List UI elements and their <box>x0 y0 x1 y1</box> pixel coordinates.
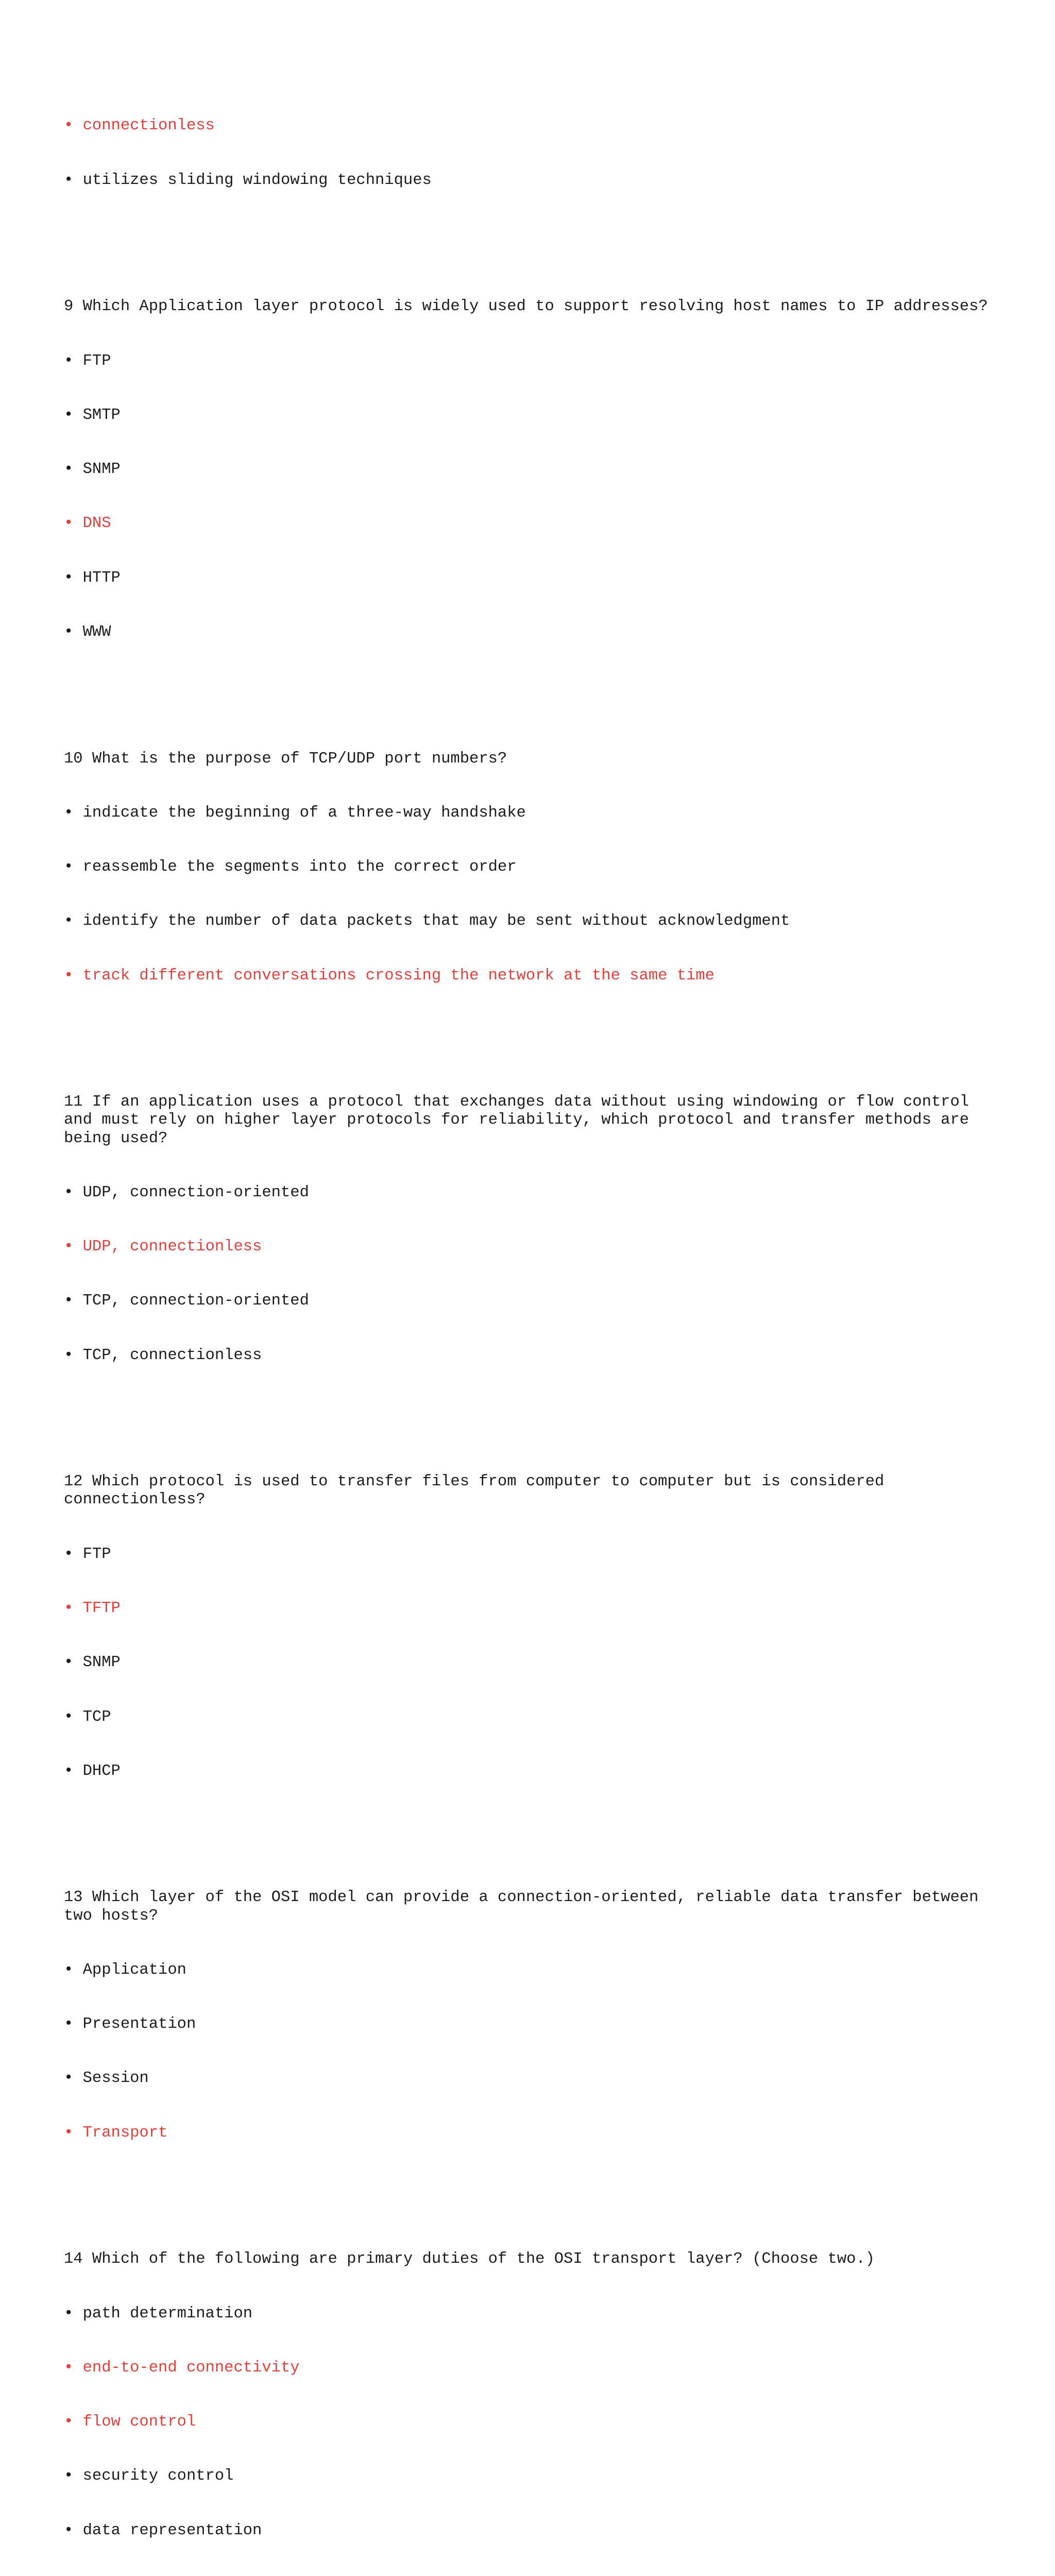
document-page <box>64 63 1007 2576</box>
option-line: • identify the number of data packets that may be sent without acknowledgment <box>64 912 790 930</box>
option-line: • connectionless <box>64 117 215 135</box>
option-line: • FTP <box>64 352 111 370</box>
option-line: • SMTP <box>64 406 121 424</box>
option-line: • HTTP <box>64 569 121 587</box>
option-line-correct: • Transport <box>64 2124 168 2142</box>
option-line-correct: • end-to-end connectivity <box>64 2359 300 2377</box>
option-line: • TCP <box>64 1708 111 1726</box>
option-line-correct: • UDP, connectionless <box>64 1238 262 1256</box>
question-14: 14 Which of the following are primary duties of the OSI transport layer? (Choose two.) <box>64 2250 875 2268</box>
option-line: • DHCP <box>64 1762 121 1780</box>
option-line: • TCP, connectionless <box>64 1346 262 1364</box>
question-10: 10 What is the purpose of TCP/UDP port numbers? <box>64 750 507 768</box>
option-line: • Session <box>64 2070 149 2088</box>
question-13: 13 Which layer of the OSI model can provide a connection-oriented, reliable data transfer between two hosts? <box>64 1889 988 1925</box>
option-line: • security control <box>64 2467 234 2485</box>
spacer <box>64 226 1007 244</box>
option-line-correct: • DNS <box>64 515 111 533</box>
option-line: • FTP <box>64 1545 111 1563</box>
option-line: • data representation <box>64 2521 262 2539</box>
option-line-correct: • TFTP <box>64 1599 121 1617</box>
option-line-correct: • flow control <box>64 2413 196 2431</box>
option-line: • SNMP <box>64 461 121 479</box>
question-11: 11 If an application uses a protocol that exchanges data without using windowing or flow control and must rely on higher layer protocols for reliability, which protocol and transfer methods are being used? <box>64 1093 979 1147</box>
option-line: • Application <box>64 1961 186 1979</box>
option-line: • utilizes sliding windowing techniques <box>64 171 432 189</box>
spacer <box>64 1401 1007 1419</box>
option-line: • reassemble the segments into the correct order <box>64 858 517 876</box>
question-12: 12 Which protocol is used to transfer files from computer to computer but is considered connectionless? <box>64 1473 894 1509</box>
option-line: • path determination <box>64 2304 253 2323</box>
spacer <box>64 1817 1007 1835</box>
option-line: • indicate the beginning of a three-way handshake <box>64 804 526 822</box>
spacer <box>64 1021 1007 1039</box>
option-line: • WWW <box>64 623 111 641</box>
spacer <box>64 2178 1007 2196</box>
question-9: 9 Which Application layer protocol is widely used to support resolving host names to IP addresses? <box>64 298 988 316</box>
option-line-correct: • track different conversations crossing the network at the same time <box>64 967 714 985</box>
option-line: • SNMP <box>64 1654 121 1672</box>
spacer <box>64 677 1007 696</box>
option-line: • UDP, connection-oriented <box>64 1183 309 1201</box>
option-line: • Presentation <box>64 2015 196 2033</box>
option-line: • TCP, connection-oriented <box>64 1292 309 1310</box>
